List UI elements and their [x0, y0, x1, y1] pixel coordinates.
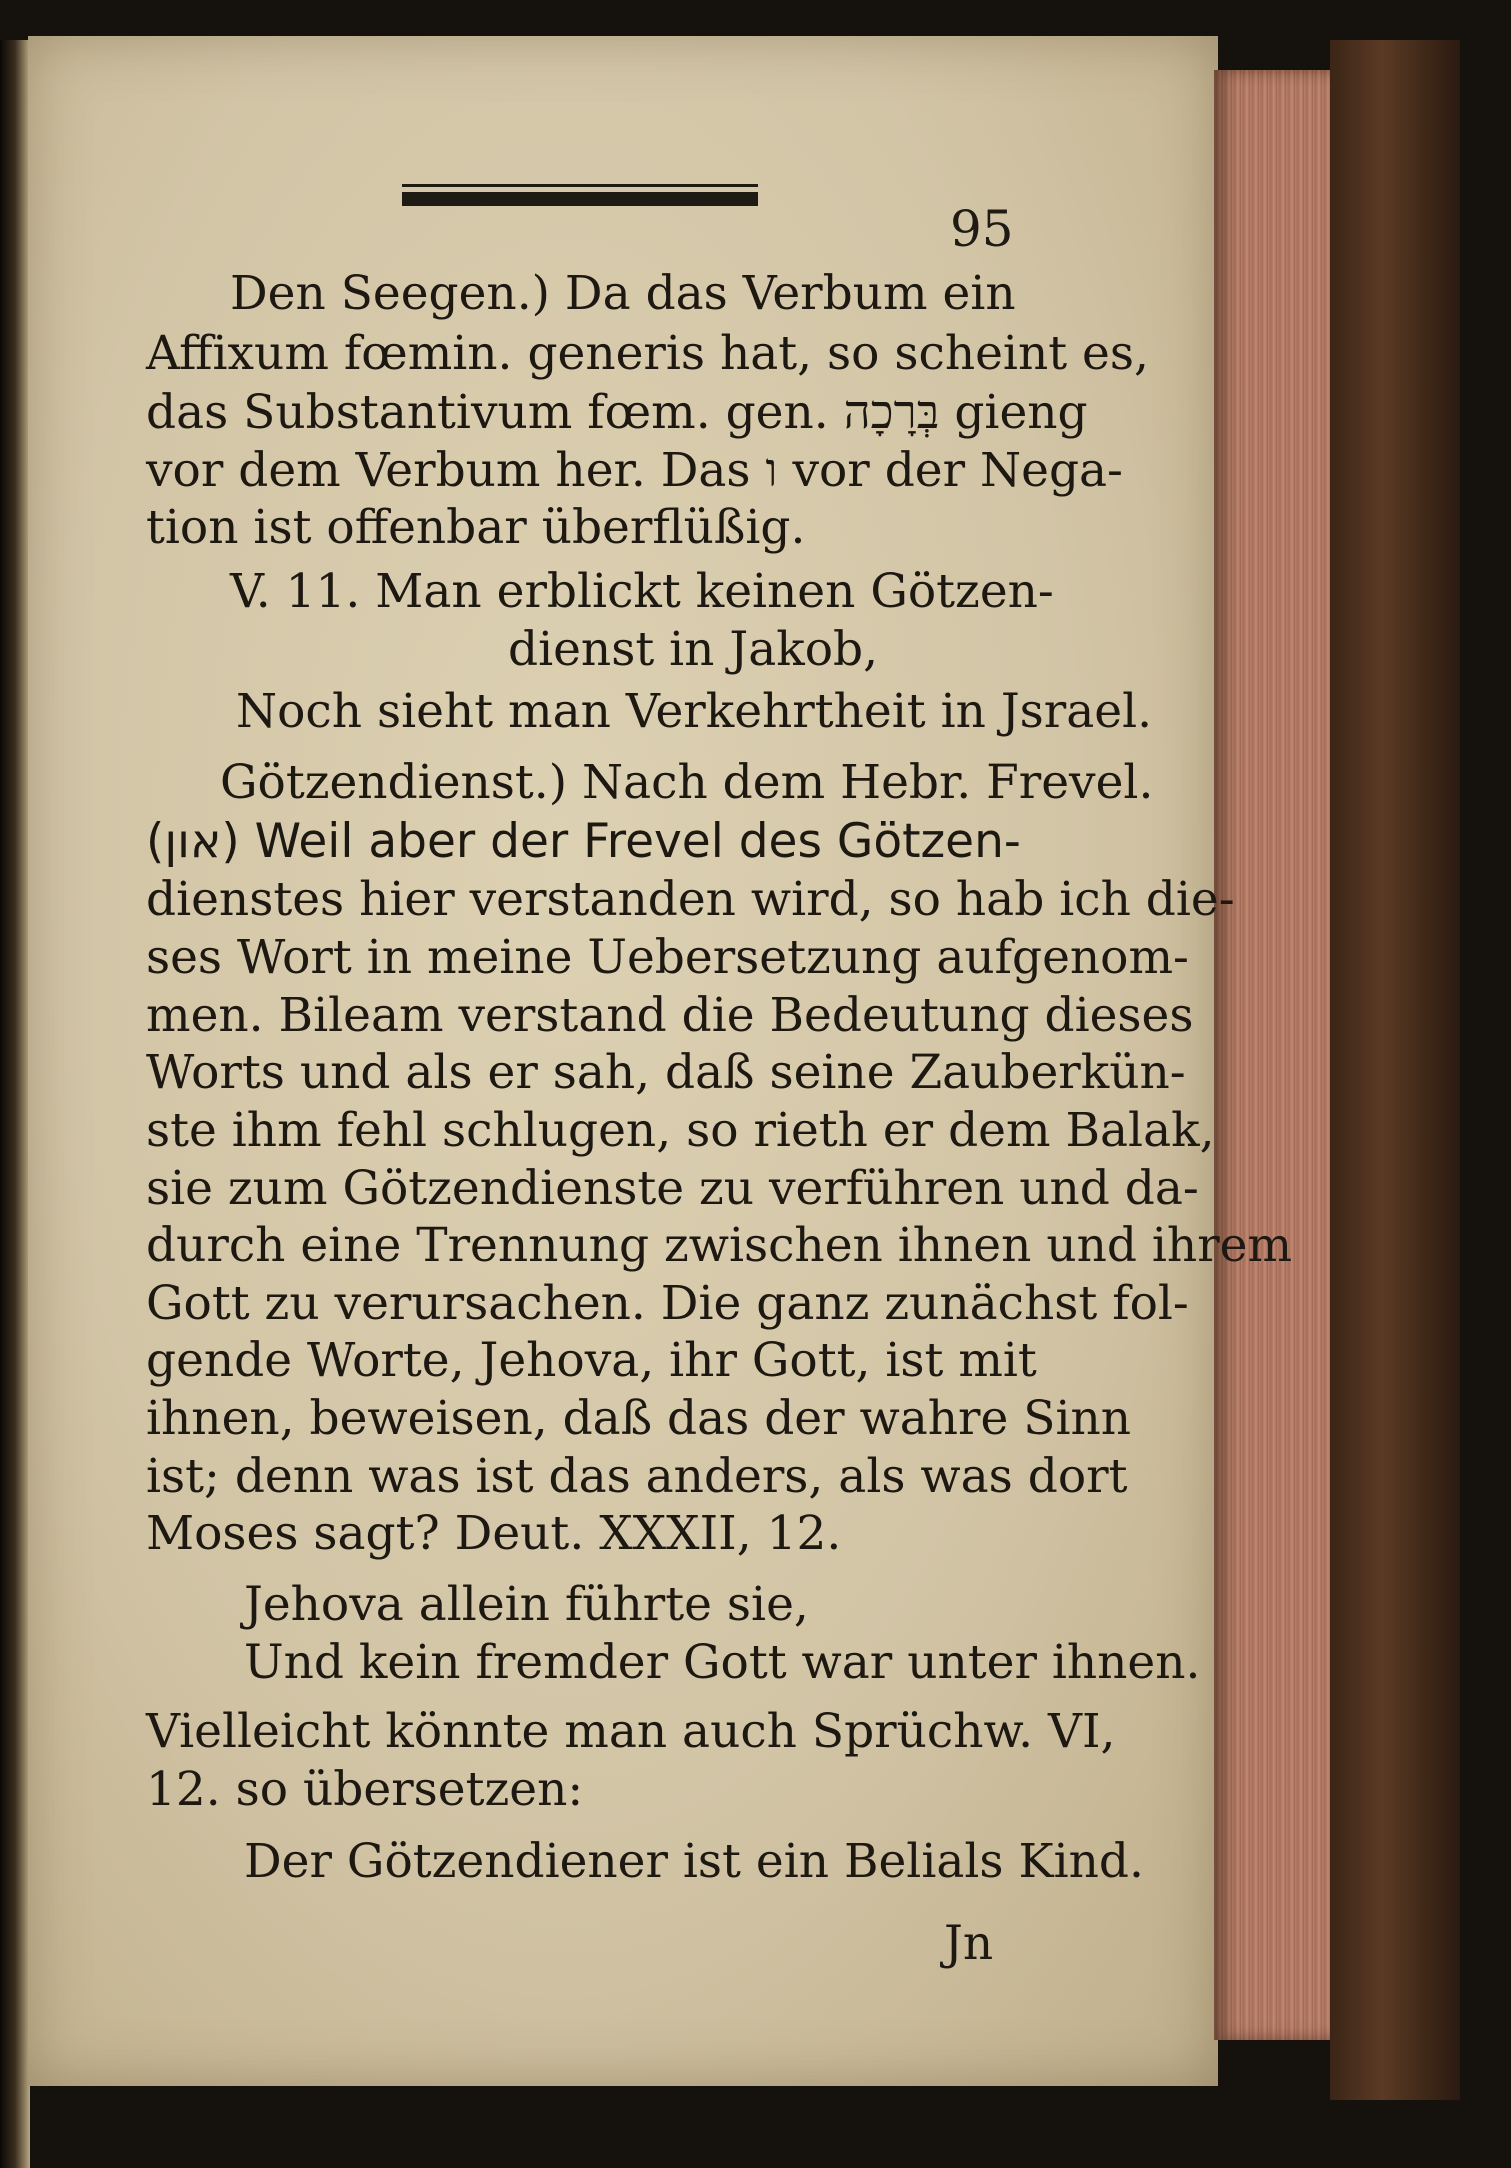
catchword: Jn	[944, 1916, 994, 1971]
verse-heading: dienst in Jakob,	[508, 622, 879, 677]
text-line: Worts und als er sah, daß seine Zauberkün-	[146, 1045, 1186, 1100]
text-line: Affixum fœmin. generis hat, so scheint es,	[146, 326, 1149, 381]
text-line: gende Worte, Jehova, ihr Gott, ist mit	[146, 1333, 1037, 1388]
header-rule-thin	[402, 184, 758, 187]
text-line: 12. so übersetzen:	[146, 1762, 584, 1817]
text-line: tion ist offenbar überflüßig.	[146, 500, 806, 555]
header-rule-thick	[402, 192, 758, 206]
text-line: ste ihm fehl schlugen, so rieth er dem Balak,	[146, 1103, 1215, 1158]
text-line: ist; denn was ist das anders, als was dort	[146, 1449, 1128, 1504]
adjacent-page-edge	[0, 40, 30, 2168]
text-line: Gott zu verursachen. Die ganz zunächst fol-	[146, 1276, 1189, 1331]
text-line: vor dem Verbum her. Das ו vor der Nega-	[146, 443, 1123, 498]
verse-line: Noch sieht man Verkehrtheit in Jsrael.	[236, 684, 1153, 739]
text-line: ses Wort in meine Uebersetzung aufgenom-	[146, 930, 1189, 985]
text-line: ihnen, beweisen, daß das der wahre Sinn	[146, 1391, 1132, 1446]
text-line: dienstes hier verstanden wird, so hab ich die-	[146, 872, 1235, 927]
text-line: Vielleicht könnte man auch Sprüchw. VI,	[146, 1704, 1116, 1759]
text-line: sie zum Götzendienste zu verführen und da-	[146, 1161, 1199, 1216]
text-line: Götzendienst.) Nach dem Hebr. Frevel.	[220, 755, 1154, 810]
text-line: Den Seegen.) Da das Verbum ein	[230, 266, 1016, 321]
text-line: men. Bileam verstand die Bedeutung dieses	[146, 988, 1194, 1043]
verse-line: Der Götzendiener ist ein Belials Kind.	[244, 1834, 1144, 1889]
page-block-edge	[1214, 70, 1334, 2040]
text-line: durch eine Trennung zwischen ihnen und ihrem	[146, 1218, 1293, 1273]
book-cover	[1330, 40, 1460, 2100]
verse-line: Und kein fremder Gott war unter ihnen.	[244, 1635, 1201, 1690]
text-line: (און) Weil aber der Frevel des Götzen-	[146, 814, 1021, 869]
page-number: 95	[950, 200, 1014, 258]
verse-line: Jehova allein führte sie,	[244, 1577, 809, 1632]
text-line: das Substantivum fœm. gen. בְּרָכָה gieng	[146, 385, 1088, 440]
verse-heading: V. 11. Man erblickt keinen Götzen-	[230, 564, 1054, 619]
text-line: Moses sagt? Deut. XXXII, 12.	[146, 1506, 842, 1561]
